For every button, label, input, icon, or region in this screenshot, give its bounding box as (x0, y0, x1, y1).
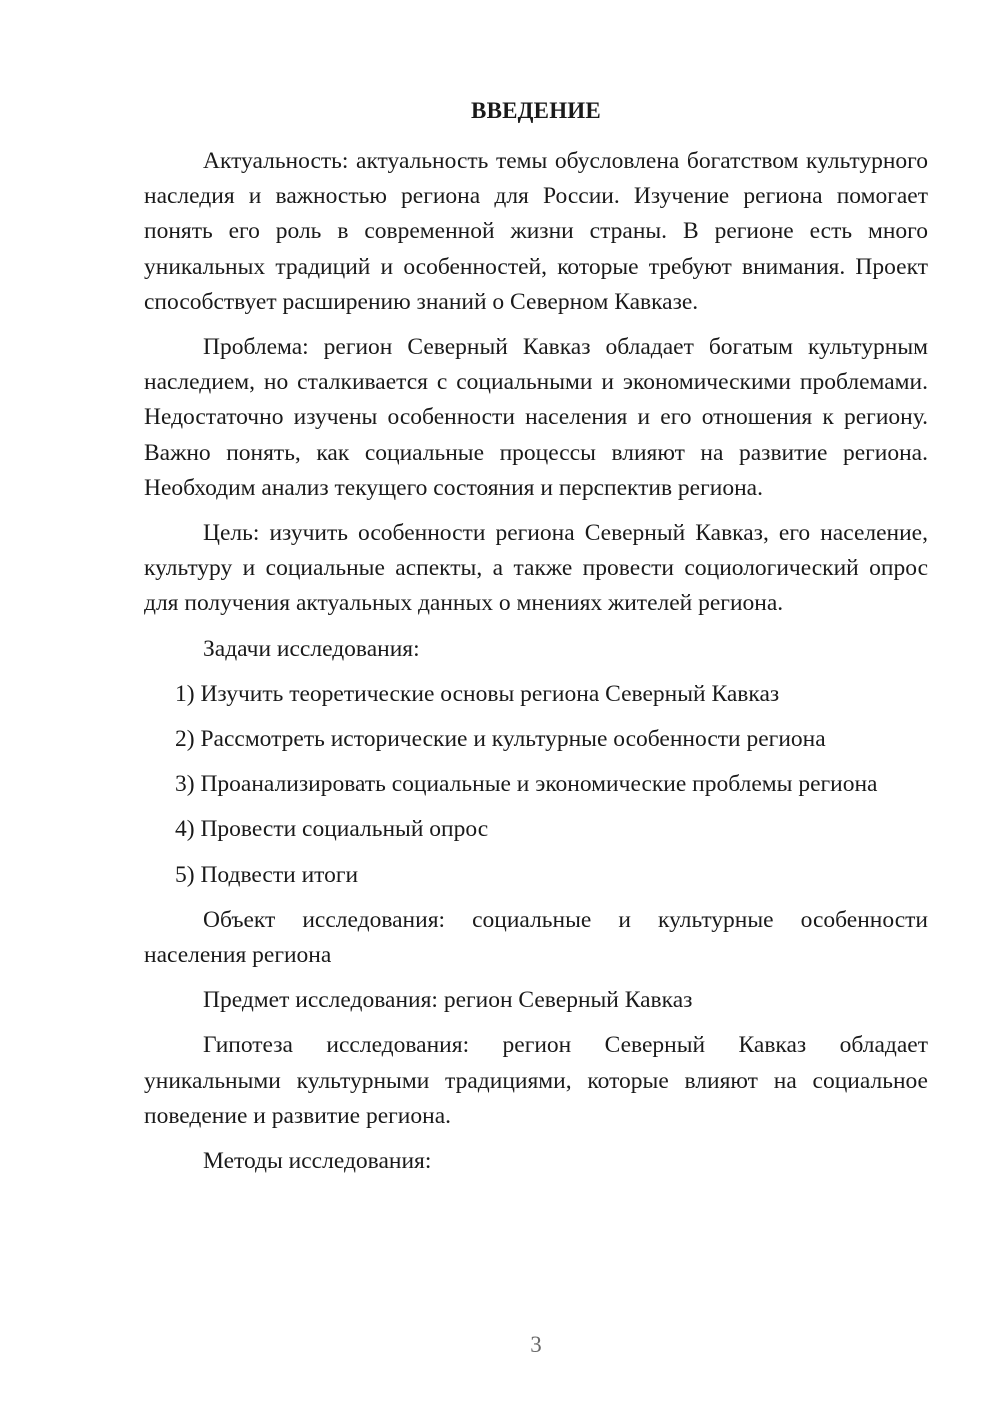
task-item (144, 767, 928, 802)
subject-paragraph: Предмет исследования: регион Северный Кавказ (203, 987, 693, 1014)
object-paragraph: Объект исследования: социальные и культурные особенности населения региона (144, 906, 928, 969)
task-item (144, 858, 928, 893)
page-title: ВВЕДЕНИЕ (471, 98, 601, 123)
goal-paragraph: Цель: изучить особенности региона Северный Кавказ, его население, культуру и социальные аспекты, а также провести социологический опрос для получения актуальных данных о мнениях жителей региона. (144, 520, 928, 617)
tasks-list (144, 677, 928, 893)
problem-paragraph: Проблема: регион Северный Кавказ обладает богатым культурным наследием, но сталкивается с социальными и экономическими проблемами. Недостаточно изучены особенности населения и его отношения к региону. Важно понять, как социальные процессы влияют на развитие региона. Необходим анализ текущего состояния и перспектив региона. (144, 334, 928, 501)
document-page (144, 96, 928, 1189)
task-number: 2) (175, 726, 195, 753)
task-text: Изучить теоретические основы региона Северный Кавказ (200, 680, 780, 707)
task-text: Проанализировать социальные и экономические проблемы региона (200, 771, 878, 798)
methods-heading: Методы исследования: (203, 1148, 432, 1175)
task-item (144, 722, 928, 757)
task-item (144, 812, 928, 847)
task-text: Подвести итоги (200, 861, 359, 888)
task-item (144, 677, 928, 712)
relevance-paragraph: Актуальность: актуальность темы обусловлена богатством культурного наследия и важностью региона для России. Изучение региона помогает понять его роль в современной жизни страны. В регионе есть много уникальных традиций и особенностей, которые требуют внимания. Проект способствует расширению знаний о Северном Кавказе. (144, 148, 928, 315)
task-number: 5) (175, 861, 195, 888)
task-text: Провести социальный опрос (200, 816, 489, 843)
page-number: 3 (530, 1332, 542, 1357)
task-number: 4) (175, 816, 195, 843)
task-number: 1) (175, 680, 195, 707)
tasks-heading: Задачи исследования: (203, 635, 420, 662)
task-text: Рассмотреть исторические и культурные особенности региона (200, 726, 826, 753)
hypothesis-paragraph: Гипотеза исследования: регион Северный Кавказ обладает уникальными культурными традициями, которые влияют на социальное поведение и развитие региона. (144, 1032, 928, 1129)
task-number: 3) (175, 771, 195, 798)
